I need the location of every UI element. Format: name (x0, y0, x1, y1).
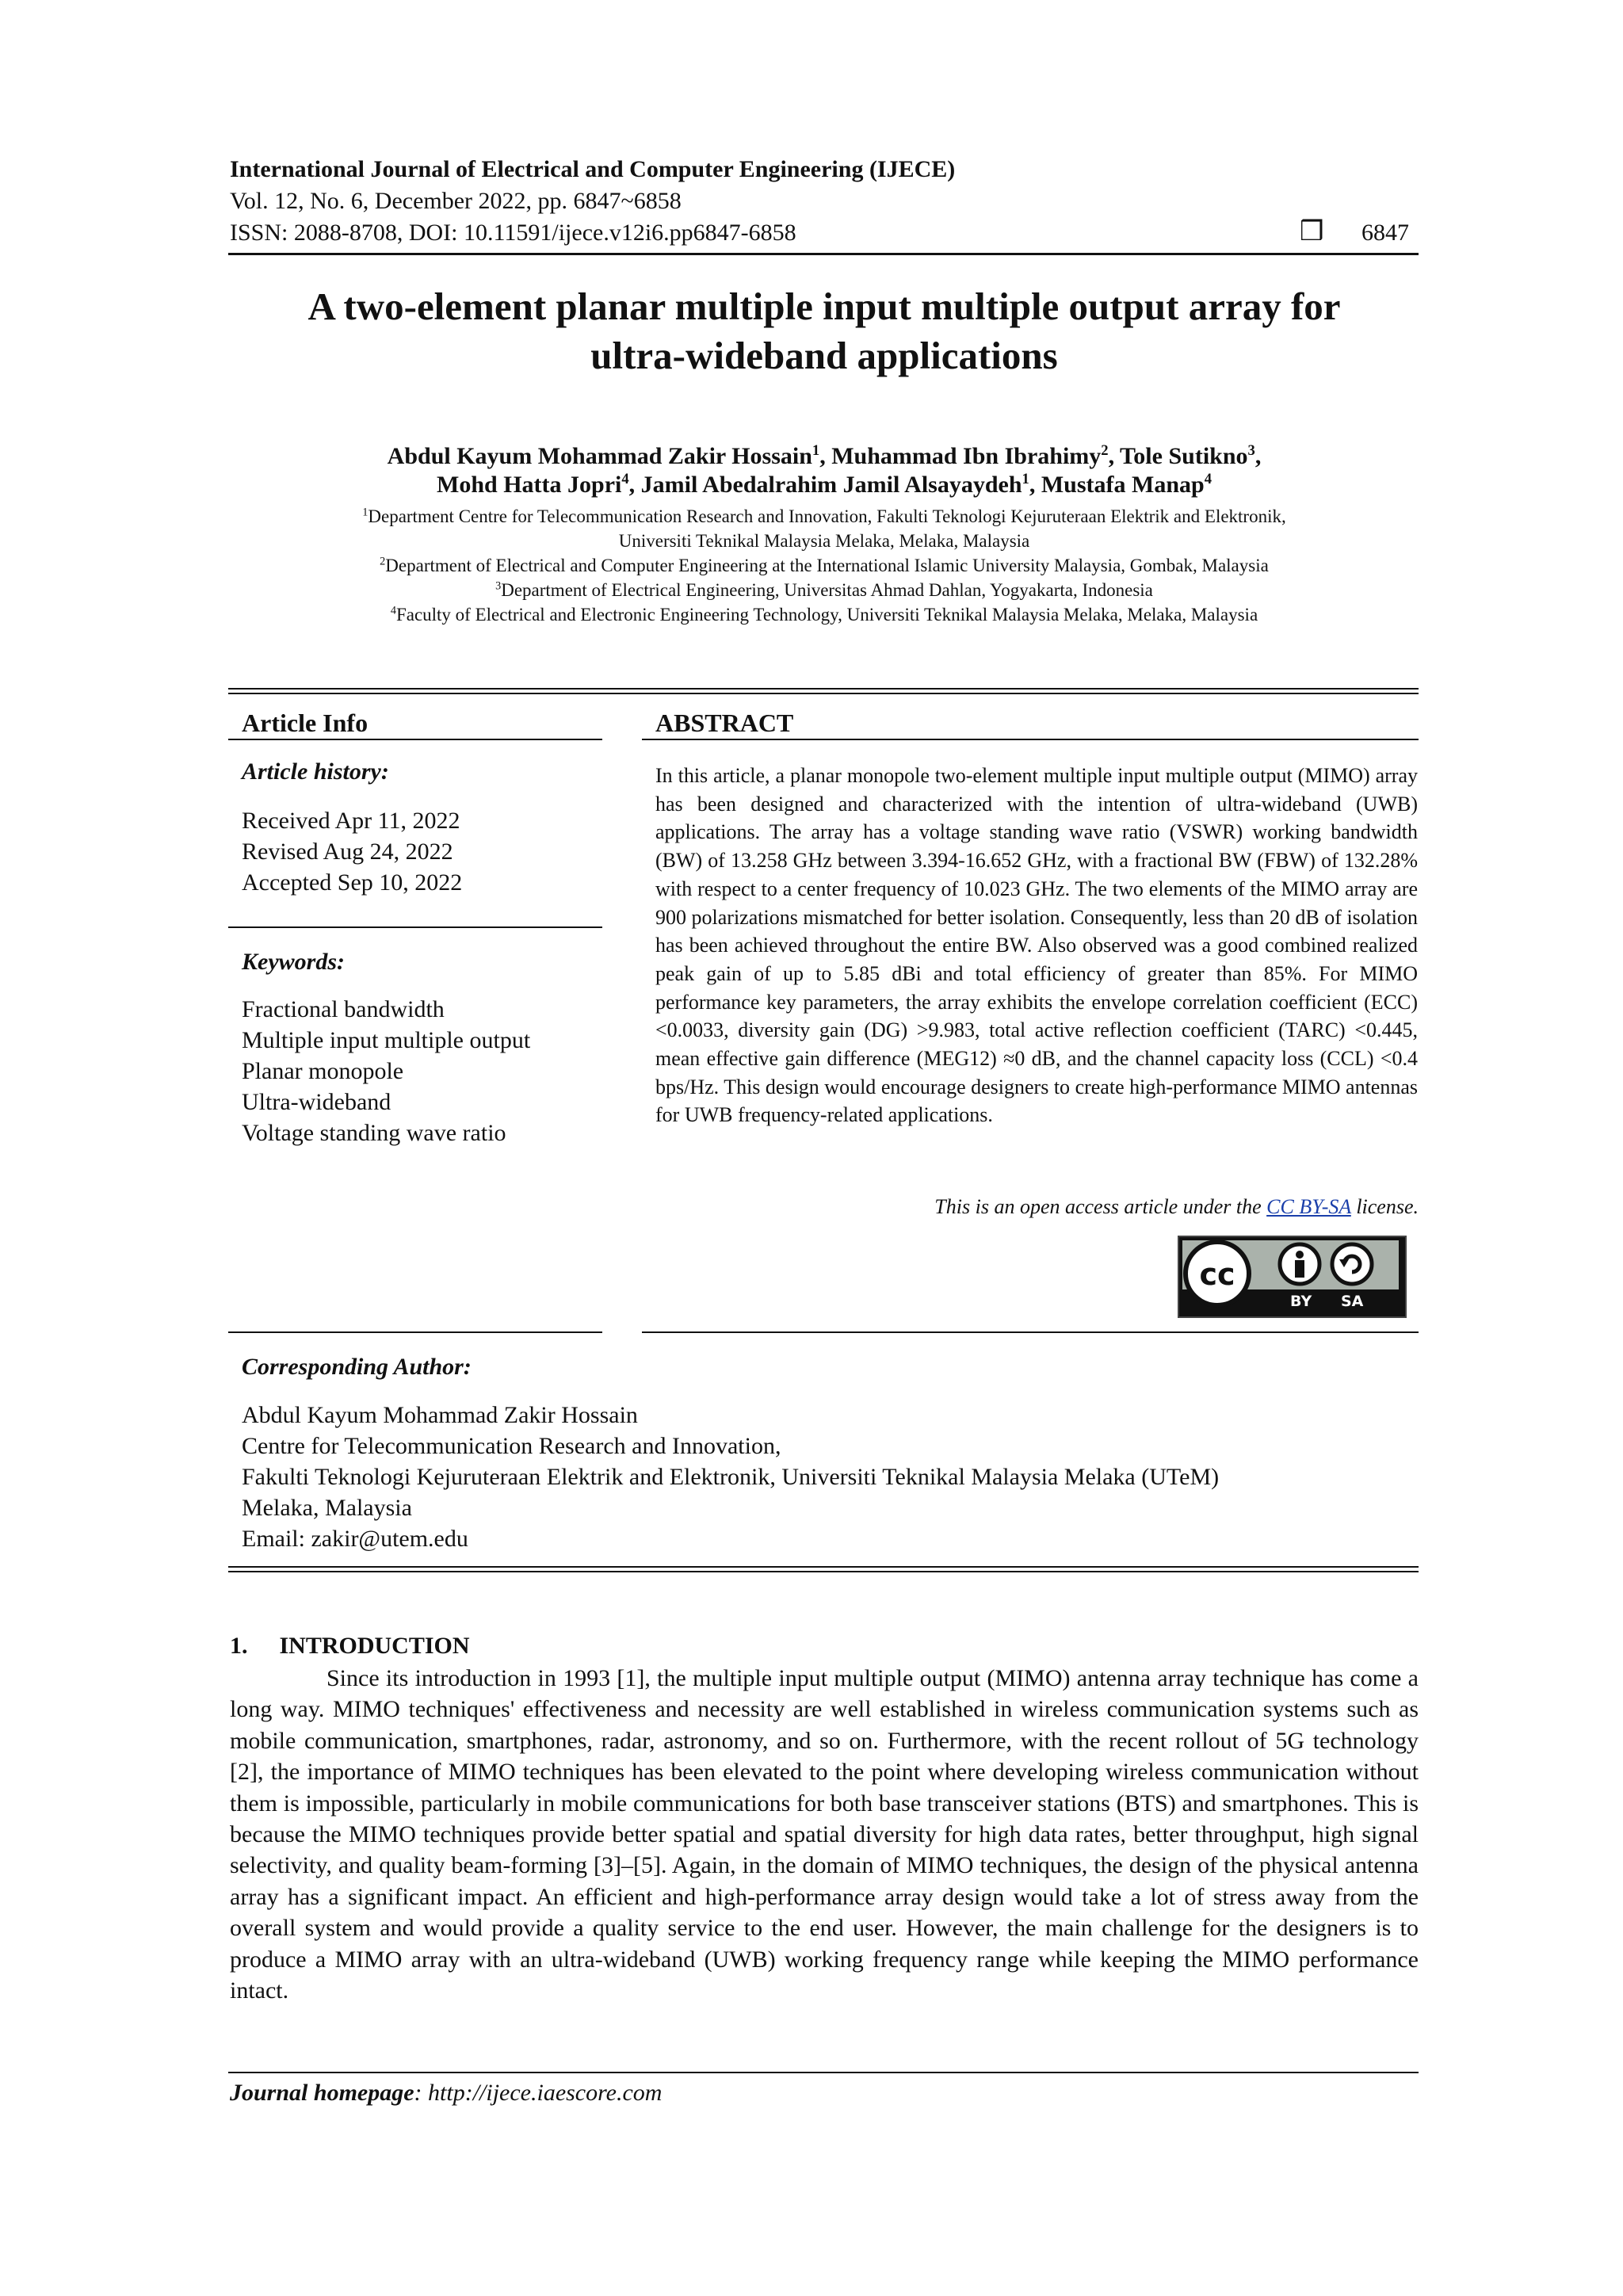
affiliation (230, 553, 1419, 578)
keywords-list (242, 994, 530, 1148)
affiliation-mark: 3 (495, 579, 502, 593)
abstract-text: In this article, a planar monopole two-element multiple input multiple output (MIMO) array has been designed and characterized with the intention of ultra-wideband (UWB) applications. The array has a voltage standing wave ratio (VSWR) working bandwidth (BW) of 13.258 GHz between 3.394-16.652 GHz, with a fractional BW (FBW) of 132.28% with respect to a center frequency of 10.023 GHz. The two elements of the MIMO array are 900 polarizations mismatched for better isolation. Consequently, less than 20 dB of isolation has been achieved throughout the entire BW. Also observed was a good combined realized peak gain of up to 5.85 dBi and total efficiency of greater than 85%. For MIMO performance key parameters, the array exhibits the envelope correlation coefficient (ECC) <0.0033, diversity gain (DG) >9.983, total active reflection coefficient (TARC) <0.445, mean effective gain difference (MEG12) ≈0 dB, and the channel capacity loss (CCL) <0.4 bps/Hz. This design would encourage designers to create high-performance MIMO antennas for UWB frequency-related applications. (655, 764, 1418, 1127)
homepage-url[interactable]: http://ijece.iaescore.com (428, 2080, 663, 2106)
history-received: Received Apr 11, 2022 (242, 808, 460, 834)
corresponding-location: Melaka, Malaysia (242, 1495, 412, 1521)
open-access-suffix: license. (1350, 1195, 1419, 1218)
author-affil-mark: 3 (1247, 442, 1255, 459)
keyword: Fractional bandwidth (242, 996, 445, 1022)
corresponding-faculty: Fakulti Teknologi Kejuruteraan Elektrik and Elektronik, Universiti Teknikal Malaysia Melaka (UTeM) (242, 1464, 1220, 1490)
affiliation-mark: 2 (380, 555, 386, 568)
author-affil-mark: 1 (1022, 471, 1029, 487)
homepage-label: Journal homepage (230, 2080, 414, 2106)
affiliation (230, 504, 1419, 529)
introduction-paragraph: Since its introduction in 1993 [1], the multiple input multiple output (MIMO) antenna array technique has come a long way. MIMO techniques' effectiveness and necessity are well established in wireless communication systems such as mobile communication, smartphones, radar, astronomy, and so on. Furthermore, with the recent rollout of 5G technology [2], the importance of MIMO techniques has been elevated to the point where developing wireless communication without them is impossible, particularly in mobile communications for both base transceiver stations (BTS) and smartphones. This is because the MIMO techniques provide better spatial and spatial diversity for high data rates, better throughput, high signal selectivity, and quality beam-forming [3]–[5]. Again, in the domain of MIMO techniques, the design of the physical antenna array has a significant impact. An efficient and high-performance array design would take a lot of stress away from the overall system and would provide a quality service to the end user. However, the main challenge for the designers is to produce a MIMO array with an ultra-wideband (UWB) working frequency range while keeping the MIMO performance intact. (230, 1665, 1419, 2004)
infobox-top-rule-inner (228, 693, 1419, 694)
paper-title (230, 282, 1419, 380)
infobox-top-rule (228, 688, 1419, 690)
affiliation-continued: Universiti Teknikal Malaysia Melaka, Melaka, Malaysia (618, 531, 1030, 551)
license-link[interactable]: CC BY-SA (1266, 1195, 1351, 1218)
author-affil-mark: 1 (812, 442, 820, 459)
abstract-rule (642, 739, 1419, 740)
affiliation-text: Department of Electrical and Computer Engineering at the International Islamic University Malaysia, Gombak, Malaysia (385, 556, 1269, 575)
author-name: Jamil Abedalrahim Jamil Alsayaydeh (640, 472, 1022, 498)
header-rule (228, 253, 1419, 255)
journal-name: International Journal of Electrical and Computer Engineering (IJECE) (230, 156, 956, 182)
author-list: Abdul Kayum Mohammad Zakir Hossain$^1$, Muhammad Ibn Ibrahimy$^2$, Tole Sutikno$^3$, Mohd Hatta Jopri$^4$, Jamil Abedalrahim Jamil Alsayaydeh$^1$, Mustafa Manap$^4$ (387, 442, 1262, 498)
keywords-heading: Keywords: (242, 949, 345, 975)
affiliation (230, 578, 1419, 602)
abstract-bottom-rule (642, 1331, 1419, 1333)
title-line-1: A two-element planar multiple input multiple output array for (307, 285, 1341, 328)
article-info-heading: Article Info (242, 709, 369, 737)
article-info-rule (228, 739, 602, 740)
keywords-rule (228, 926, 602, 928)
badge-by-label: BY (1290, 1293, 1312, 1310)
keyword: Voltage standing wave ratio (242, 1120, 506, 1146)
section-number: 1. (230, 1633, 248, 1659)
affiliation-text: Faculty of Electrical and Electronic Engineering Technology, Universiti Teknikal Malaysia Melaka, Melaka, Malaysia (395, 605, 1258, 625)
article-history-heading: Article history: (242, 758, 389, 785)
corresponding-author-details (242, 1400, 1219, 1554)
title-line-2: ultra-wideband applications (590, 334, 1058, 377)
section-title: INTRODUCTION (279, 1633, 470, 1659)
corresponding-email: Email: zakir@utem.edu (242, 1526, 468, 1552)
page-number: 6847 (1361, 220, 1409, 246)
homepage-separator: : (414, 2080, 429, 2106)
corresponding-centre: Centre for Telecommunication Research and Innovation, (242, 1433, 781, 1459)
footer-rule (228, 2072, 1419, 2073)
author-name: Mustafa Manap (1041, 472, 1205, 498)
keyword: Planar monopole (242, 1058, 404, 1084)
author-affil-mark: 2 (1101, 442, 1109, 459)
affiliations (230, 504, 1419, 627)
history-revised: Revised Aug 24, 2022 (242, 839, 453, 865)
article-history (242, 805, 462, 898)
author-name: Mohd Hatta Jopri (437, 472, 622, 498)
affiliation-text: Department Centre for Telecommunication Research and Innovation, Fakulti Teknologi Kejuruteraan Elektrik and Elektronik, (368, 506, 1286, 526)
journal-volume: Vol. 12, No. 6, December 2022, pp. 6847~6858 (230, 188, 682, 214)
infobox-bottom-rule (228, 1566, 1419, 1568)
keyword: Ultra-wideband (242, 1089, 391, 1115)
abstract-heading: ABSTRACT (655, 709, 794, 737)
corresponding-author-heading: Corresponding Author: (242, 1354, 472, 1380)
author-name: Tole Sutikno (1120, 443, 1248, 469)
affiliation-mark: 1 (362, 506, 369, 519)
keyword: Multiple input multiple output (242, 1027, 531, 1053)
cc-by-sa-badge (1178, 1236, 1407, 1318)
introduction-heading (230, 1631, 470, 1661)
article-info-bottom-rule (228, 1331, 602, 1333)
history-accepted: Accepted Sep 10, 2022 (242, 869, 463, 896)
open-access-prefix: This is an open access article under the (934, 1195, 1267, 1218)
affiliation-text: Department of Electrical Engineering, Universitas Ahmad Dahlan, Yogyakarta, Indonesia (501, 580, 1153, 600)
author-affil-mark: 4 (621, 471, 629, 487)
author-affil-mark: 4 (1204, 471, 1212, 487)
badge-sa-label: SA (1341, 1293, 1364, 1310)
affiliation (230, 602, 1419, 627)
corresponding-name: Abdul Kayum Mohammad Zakir Hossain (242, 1402, 638, 1428)
affiliation-mark: 4 (390, 604, 396, 617)
journal-issn-doi: ISSN: 2088-8708, DOI: 10.11591/ijece.v12i6.pp6847-6858 (230, 220, 796, 246)
checkbox-icon: ❒ (1300, 216, 1324, 247)
infobox-bottom-rule-inner (228, 1571, 1419, 1572)
svg-text:cc: cc (1199, 1257, 1235, 1292)
author-name: Muhammad Ibn Ibrahimy (831, 443, 1102, 469)
journal-homepage (230, 2079, 662, 2107)
open-access-notice (934, 1194, 1419, 1220)
author-name: Abdul Kayum Mohammad Zakir Hossain (387, 443, 812, 469)
